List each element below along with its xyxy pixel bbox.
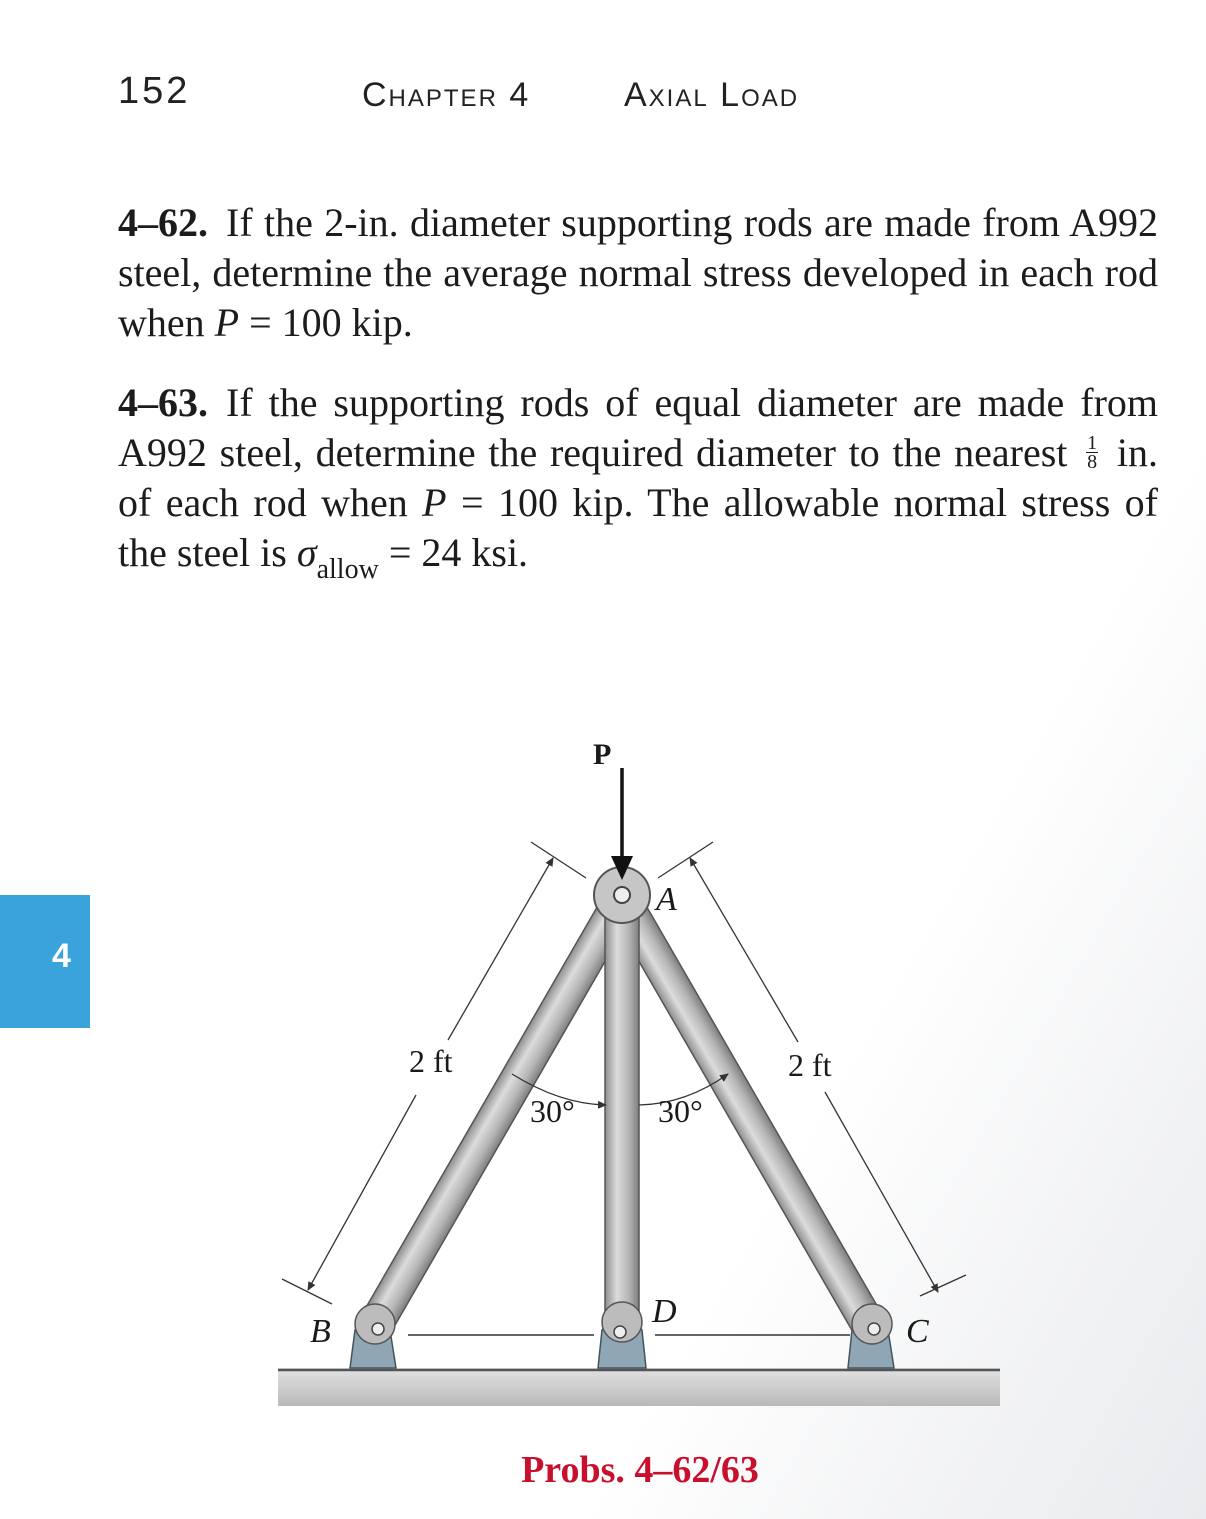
problem-text-end: = 100 kip. (239, 300, 413, 345)
label-b: B (310, 1313, 331, 1350)
page-number: 152 (118, 70, 191, 112)
rod-ad (605, 905, 639, 1330)
chapter-title: Axial Load (624, 76, 800, 114)
label-a: A (656, 881, 677, 918)
label-angle-left: 30° (530, 1093, 575, 1129)
problem-number: 4–62. (118, 200, 208, 245)
load-arrow-p (611, 768, 633, 880)
rod-ac (607, 890, 886, 1340)
chapter-label: Chapter 4 (362, 76, 531, 114)
variable-p: P (214, 300, 240, 345)
sigma-subscript: allow (316, 554, 379, 585)
label-d: D (652, 1293, 677, 1330)
label-dim-left: 2 ft (409, 1043, 453, 1079)
variable-p: P (422, 480, 447, 525)
rod-ab (357, 890, 636, 1340)
support-c (848, 1304, 894, 1368)
label-p: P (593, 738, 612, 771)
support-b (350, 1304, 396, 1368)
sigma-symbol: σ (296, 530, 317, 575)
support-d (598, 1302, 646, 1368)
fraction-numerator: 1 (1087, 432, 1098, 455)
problem-text-2: in. of each rod when (118, 430, 1159, 525)
label-c: C (906, 1313, 929, 1350)
fraction-denominator: 8 (1087, 451, 1098, 474)
label-dim-right: 2 ft (788, 1047, 832, 1083)
label-angle-right: 30° (658, 1093, 703, 1129)
ground (278, 1368, 1000, 1406)
problem-text-4: = 24 ksi. (378, 530, 529, 575)
figure-caption: Probs. 4–62/63 (521, 1449, 759, 1491)
problem-text-3: = 100 kip. The allowable normal stress of the steel is (118, 480, 1158, 575)
side-tab-label: 4 (52, 937, 71, 975)
problem-text: If the supporting rods of equal diameter are made from A992 steel, determine the required diameter to the nearest (118, 380, 1158, 475)
problem-text: If the 2-in. diameter supporting rods are made from A992 steel, determine the average normal stress developed in each rod when (118, 200, 1158, 345)
problem-number: 4–63. (118, 380, 208, 425)
